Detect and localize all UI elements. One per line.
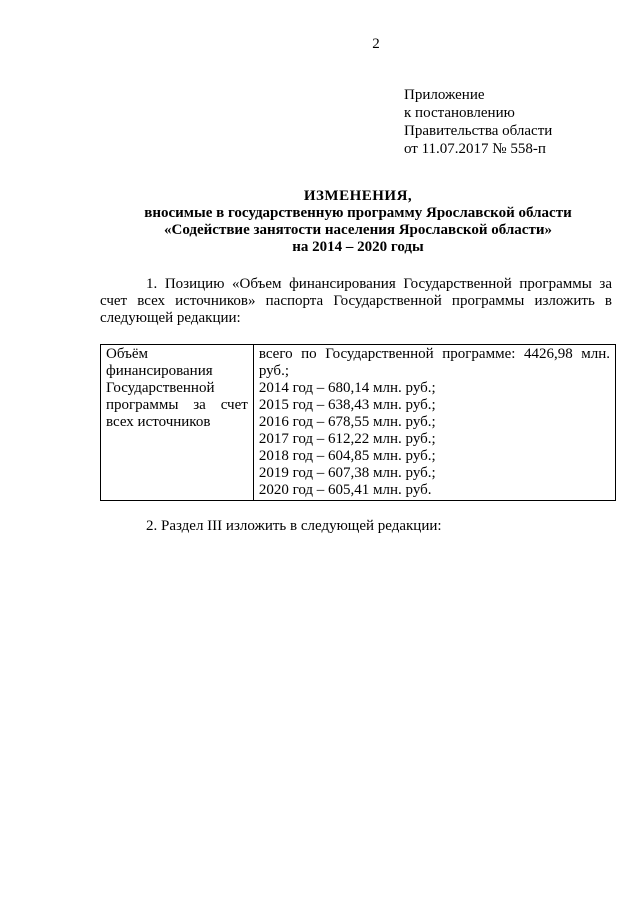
appendix-block	[404, 86, 552, 158]
financing-total: всего по Государственной программе: 4426,98 млн. руб.;	[258, 346, 610, 379]
paragraph-1	[100, 276, 612, 327]
financing-year-2015: 2015 год – 638,43 млн. руб.;	[258, 397, 436, 413]
page-number: 2	[372, 36, 380, 52]
title-line-2: вносимые в государственную программу Ярославской области	[144, 205, 572, 221]
financing-values-cell	[253, 345, 615, 501]
financing-year-2014: 2014 год – 680,14 млн. руб.;	[258, 380, 436, 396]
financing-year-2017: 2017 год – 612,22 млн. руб.;	[258, 431, 436, 447]
financing-year-2019: 2019 год – 607,38 млн. руб.;	[258, 465, 436, 481]
financing-year-2018: 2018 год – 604,85 млн. руб.;	[258, 448, 436, 464]
appendix-line-1: Приложение	[404, 87, 485, 103]
title-line-3: «Содействие занятости населения Ярославской области»	[164, 222, 552, 238]
financing-year-2016: 2016 год – 678,55 млн. руб.;	[258, 414, 436, 430]
title-main: ИЗМЕНЕНИЯ,	[303, 188, 413, 204]
paragraph-2: 2. Раздел III изложить в следующей редакции:	[146, 518, 442, 534]
appendix-line-4: от 11.07.2017 № 558-п	[404, 141, 546, 157]
appendix-line-2: к постановлению	[404, 105, 515, 121]
financing-label-cell: Объём финансирования Государственной программы за счет всех источников	[101, 345, 254, 501]
title-line-4: на 2014 – 2020 годы	[292, 239, 424, 255]
document-title	[100, 188, 616, 256]
financing-year-2020: 2020 год – 605,41 млн. руб.	[258, 482, 432, 498]
appendix-line-3: Правительства области	[404, 123, 553, 139]
financing-table	[100, 344, 616, 501]
paragraph-1-text: 1. Позицию «Объем финансирования Государственной программы за счет всех источников» паспорта Государственной программы изложить в следующей редакции:	[100, 276, 612, 326]
table-row	[101, 345, 616, 501]
